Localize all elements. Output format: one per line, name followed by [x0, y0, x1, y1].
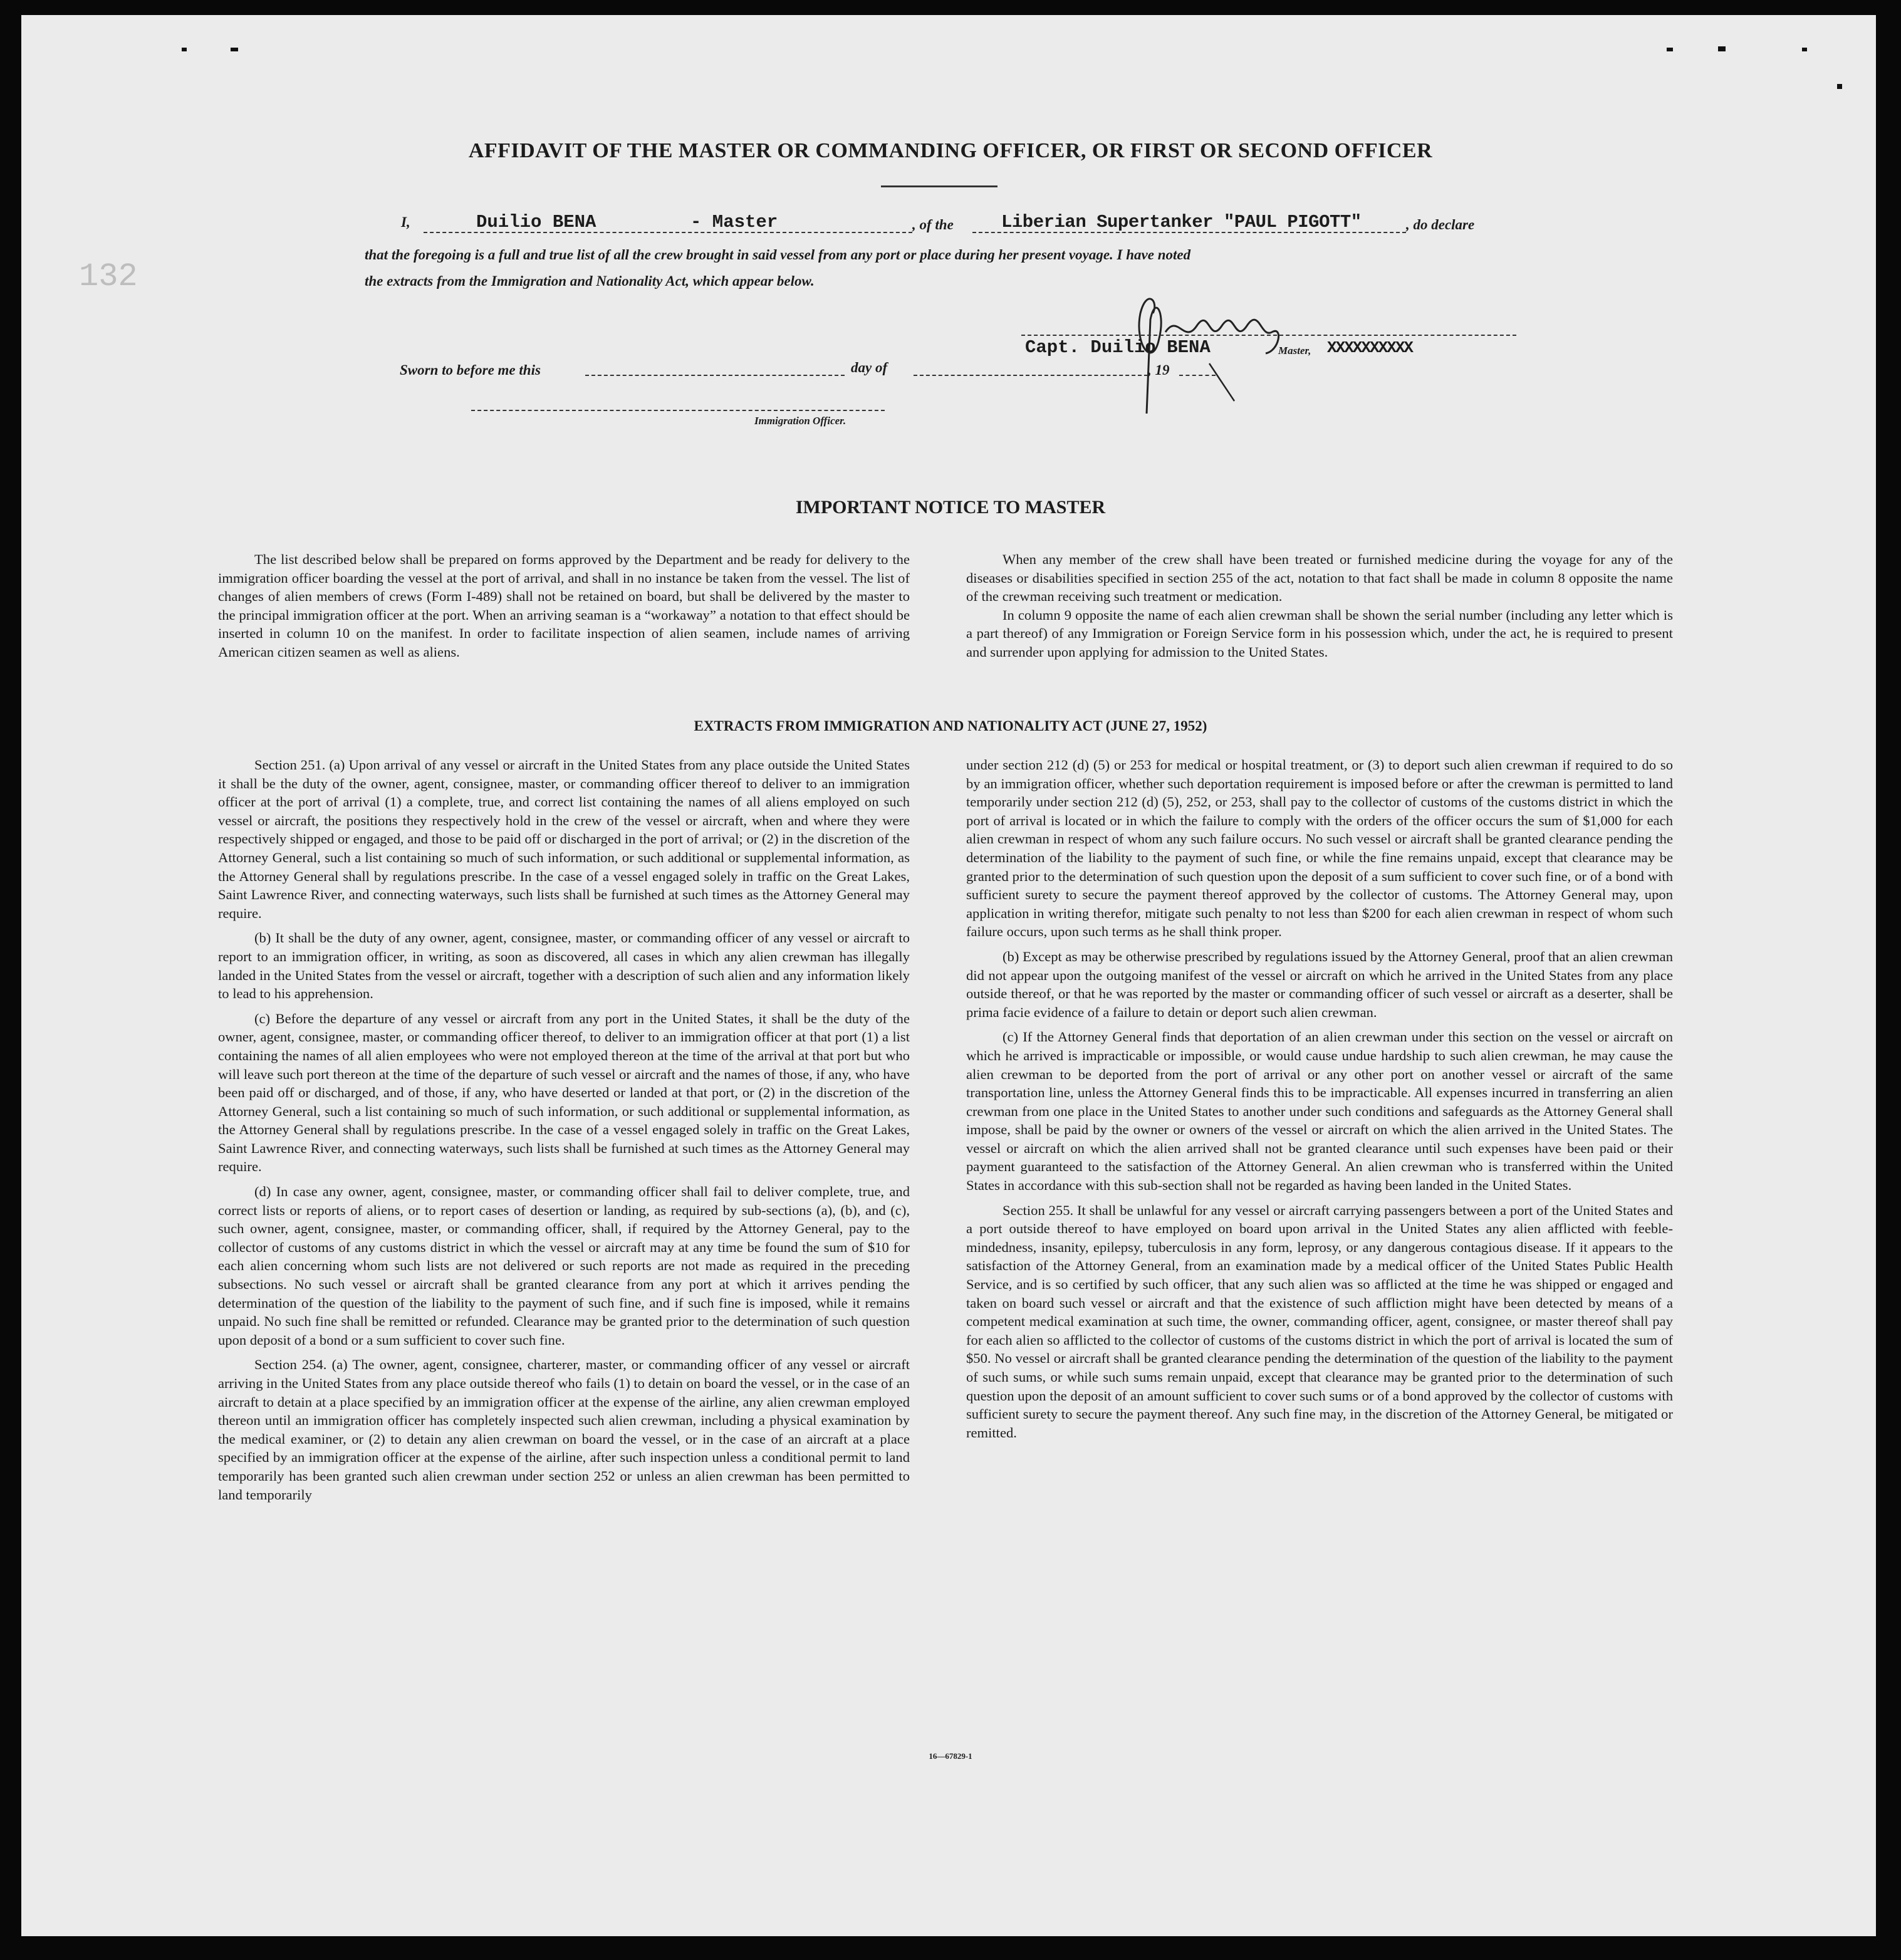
section-paragraph: (c) Before the departure of any vessel or aircraft from any port in the United States, it shall be the duty of the owner, agent, consignee, master, or commanding officer thereof, to deliver to an immigration officer at that port (1) a list containing the names of all alien employees who were not employed thereon at the time of the arrival at that port but who will leave such port thereon at the time of the departure of such vessel or aircraft and the names of those, if any, who have been paid off or discharged, and of those, if any, who have deserted or landed at that port, or (2) in the discretion of the Attorney General, such a list containing so much of such information, or such additional or supplemental information, as the Attorney General shall by regulations prescribe. In the case of a vessel engaged solely in traffic on the Great Lakes, Saint Lawrence River, and connecting waterways, such lists shall be furnished at such times as the Attorney General may require. — [218, 1010, 910, 1175]
scan-speck — [182, 48, 187, 51]
year-label: , 19 — [1148, 362, 1170, 378]
declaration-line-3: the extracts from the Immigration and Nationality Act, which appear below. — [365, 273, 815, 289]
of-the-label: , of the — [912, 217, 954, 232]
notice-paragraph: The list described below shall be prepared on forms approved by the Department and be ready for delivery to the immigration officer boarding the vessel at the port of arrival, and shall in no instance be taken from the vessel. The list of changes of alien members of crews (Form I-489) shall not be retained on board, but shall be delivered by the master to the principal immigration officer at the port. When an arriving seaman is a “workaway” a notation to that effect should be inserted in column 10 on the manifest. In order to facilitate inspection of alien seamen, include names of arriving American citizen seamen as well as aliens. — [218, 551, 910, 660]
declaration-line-2: that the foregoing is a full and true list of all the crew brought in said vessel from any port or place during her present voyage. I have noted — [365, 247, 1191, 263]
section-paragraph: (b) Except as may be otherwise prescribed by regulations issued by the Attorney General, proof that an alien crewman did not appear upon the outgoing manifest of the vessel or aircraft on which he arrived in the United States from any place outside thereof, or that he was reported by the master or commanding officer of such vessel or aircraft as a deserter, shall be prima facie evidence of a failure to detain or deport such alien crewman. — [966, 948, 1673, 1020]
day-of-label: day of — [851, 360, 888, 375]
section-paragraph: under section 212 (d) (5) or 253 for medical or hospital treatment, or (3) to deport such alien crewman if required to do so by an immigration officer, whether such deportation requirement is imposed before or after the crewman is permitted to land temporarily under section 212 (d) (5), 252, or 253, shall pay to the collector of customs of the customs district in which the port of arrival is located or in which the failure to comply with the orders of the officer occurs the sum of $1,000 for each alien crewman in respect of whom any such failure occurs. No such vessel or aircraft shall be granted clearance pending the determination of the liability to the payment of such fine, or while the fine remains unpaid, except that clearance may be granted prior to the determination of such question upon the deposit of a sum sufficient to cover such fine, or of a bond with sufficient surety to secure the payment thereof approved by the collector of customs. The Attorney General may, upon application in writing therefor, mitigate such penalty to not less than $200 for each alien crewman in respect of whom such failure occurs, upon such terms as he shall think proper. — [966, 757, 1673, 940]
i-label: I, — [401, 214, 410, 230]
notice-title: IMPORTANT NOTICE TO MASTER — [795, 497, 1106, 518]
vessel-value: Liberian Supertanker "PAUL PIGOTT" — [1001, 212, 1362, 232]
notice-paragraph: In column 9 opposite the name of each alien crewman shall be shown the serial number (including any letter which is a part thereof) of any Immigration or Foreign Service form in his possession which, under the act, he is required to present and surrender upon applying for admission to the United States. — [966, 607, 1673, 660]
section-paragraph: (c) If the Attorney General finds that deportation of an alien crewman under this section on the vessel or aircraft on which he arrived is impracticable or impossible, or would cause undue hardship to such alien crewman, he may cause the alien crewman to be deported from the port of arrival or any other port on another vessel or aircraft of the same transportation line, unless the Attorney General finds this to be impracticable. All expenses incurred in transferring an alien crewman from one place in the United States to another under such conditions and safeguards as the Attorney General shall impose, shall be paid by the owner or owners of the vessel or aircraft on which the alien arrived in the United States. The vessel or aircraft on which the alien arrived shall not be granted clearance until such expenses have been paid or their payment guaranteed to the satisfaction of the Attorney General. An alien crewman who is transferred within the United States in accordance with this sub-section shall not be regarded as having been landed in the United States. — [966, 1029, 1673, 1194]
declarant-line — [401, 214, 410, 231]
section-paragraph: (b) It shall be the duty of any owner, agent, consignee, master, or commanding officer of any vessel or aircraft to report to an immigration officer, in writing, as soon as discovered, all cases in which any alien crewman has illegally landed in the United States from the vessel or aircraft, together with a description of such alien and any information likely to lead to his apprehension. — [218, 930, 910, 1002]
typed-signature: Capt. Duilio BENA — [1025, 337, 1211, 358]
extracts-left-column — [218, 756, 910, 1510]
scan-speck — [1718, 46, 1726, 51]
notice-right-column — [966, 550, 1673, 662]
officer-label: Immigration Officer. — [754, 415, 846, 427]
extracts-title: EXTRACTS FROM IMMIGRATION AND NATIONALITY ACT (JUNE 27, 1952) — [694, 718, 1207, 734]
scan-speck — [1802, 48, 1807, 51]
name-value: Duilio BENA — [476, 212, 596, 232]
scan-speck — [231, 48, 238, 51]
sworn-month-field — [914, 375, 1148, 376]
sworn-year-field — [1179, 375, 1216, 376]
scan-speck — [1837, 84, 1842, 89]
notice-left-column — [218, 550, 910, 662]
signature-rule — [1021, 335, 1516, 336]
master-label: Master, — [1278, 345, 1311, 357]
extracts-right-column — [966, 756, 1673, 1448]
notice-paragraph: When any member of the crew shall have been treated or furnished medicine during the voyage for any of the diseases or disabilities specified in section 255 of the act, notation to that fact shall be made in column 8 opposite the name of the crewman receiving such treatment or medication. — [966, 551, 1673, 605]
rank-value: - Master — [690, 212, 778, 232]
section-paragraph: Section 254. (a) The owner, agent, consignee, charterer, master, or commanding officer of any vessel or aircraft arriving in the United States from any place outside thereof who fails (1) to detain on board the vessel, or in the case of an aircraft to detain at a place specified by an immigration officer at the expense of the airline, any alien crewman employed thereon until an immigration officer has completely inspected such alien crewman, including a physical examination by the medical examiner, or (2) to detain any alien crewman on board the vessel, or in the case of an aircraft at a place specified by an immigration officer at the expense of the airline, after such inspection unless a conditional permit to land temporarily has been granted such alien crewman under section 252 or unless an alien crewman has been permitted to land temporarily — [218, 1357, 910, 1503]
do-declare-label: , do declare — [1406, 217, 1475, 232]
sworn-label: Sworn to before me this — [400, 362, 541, 378]
scan-speck — [1667, 48, 1673, 51]
section-paragraph: Section 251. (a) Upon arrival of any vessel or aircraft in the United States from any place outside the United States it shall be the duty of the owner, agent, consignee, master, or commanding officer thereof to deliver to an immigration officer at the port of arrival (1) a complete, true, and correct list containing the names of all aliens employed on such vessel or aircraft, the positions they respectively hold in the crew of the vessel or aircraft, when and where they were respectively shipped or engaged, and those to be paid off or discharged in the port of arrival; or (2) in the discretion of the Attorney General, such a list containing so much of such information, or such additional or supplemental information, as the Attorney General shall by regulations prescribe. In the case of a vessel engaged solely in traffic on the Great Lakes, Saint Lawrence River, and connecting waterways, such lists shall be furnished at such times as the Attorney General may require. — [218, 757, 910, 921]
officer-signature-field — [471, 410, 885, 411]
sworn-day-field — [585, 375, 845, 376]
form-code: 16—67829-1 — [929, 1751, 972, 1761]
margin-stamp: 132 — [79, 258, 138, 295]
section-paragraph: (d) In case any owner, agent, consignee, master, or commanding officer shall fail to deliver complete, true, and correct lists or reports of aliens, or to report cases of desertion or landing, as required by sub-sections (a), (b), and (c), such owner, agent, consignee, master, or commanding officer, shall, if required by the Attorney General, pay to the collector of customs of any customs district in which the vessel or aircraft may at any time be found the sum of $10 for each alien concerning whom such lists are not delivered or such reports are not made as required in the preceding subsections. No such vessel or aircraft shall be granted clearance from any port at which it arrives pending the determination of the question of the liability to the payment of such fine, and if such fine is imposed, while it remains unpaid. No such fine shall be remitted or refunded. Clearance may be granted prior to the determination of such question upon deposit of a bond or a sum sufficient to cover such fine. — [218, 1184, 910, 1348]
affidavit-title: AFFIDAVIT OF THE MASTER OR COMMANDING OFFICER, OR FIRST OR SECOND OFFICER — [468, 139, 1433, 162]
section-paragraph: Section 255. It shall be unlawful for any vessel or aircraft carrying passengers between a port of the United States and a port outside thereof to have employed on board upon arrival in the United States any alien afflicted with feeble-mindedness, insanity, epilepsy, tuberculosis in any form, leprosy, or any dangerous contagious disease. If it appears to the satisfaction of the Attorney General, from an examination made by a medical officer of the United States Public Health Service, and is so certified by such officer, that any such alien was so afflicted at the time he was shipped or engaged and taken on board such vessel or aircraft and that the existence of such affliction might have been detected by means of a competent medical examination at such time, the owner, commanding officer, agent, consignee, or master thereof shall pay for each alien so afflicted to the collector of customs of the customs district in which the port of arrival is located the sum of $50. No vessel or aircraft shall be granted clearance pending the determination of the question of the liability to the payment of such sums, or while such sums remain unpaid, except that clearance may be granted prior to the determination of such question upon the deposit of an amount sufficient to cover such sums or of a bond approved by the collector of customs with sufficient surety to secure the payment thereof. Any such fine may, in the discretion of the Attorney General, be mitigated or remitted. — [966, 1202, 1673, 1441]
title-rule — [881, 185, 997, 187]
struck-title: XXXXXXXXXX — [1327, 338, 1413, 357]
